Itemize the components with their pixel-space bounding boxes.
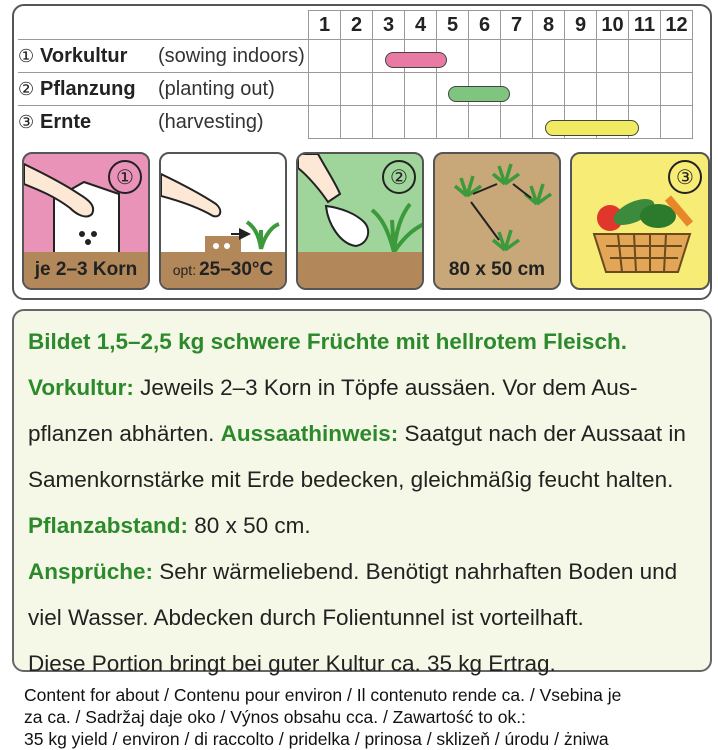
month-3: 3 [373, 11, 405, 40]
aussaat-line-2: Samenkornstärke mit Erde bedecken, gleichmäßig feucht halten. [28, 467, 674, 492]
cell [565, 73, 597, 106]
month-4: 4 [405, 11, 437, 40]
cell [309, 40, 341, 73]
row-label-de: Vorkultur [40, 44, 128, 67]
harvest-panel [570, 152, 710, 290]
month-1: 1 [309, 11, 341, 40]
step-1-badge: ① [108, 160, 142, 194]
cell [629, 40, 661, 73]
yield-footer [24, 684, 714, 750]
month-7: 7 [501, 11, 533, 40]
calendar-month-header [18, 11, 693, 40]
panel-caption: 80 x 50 cm [435, 252, 559, 288]
cell [597, 40, 629, 73]
panel-caption: je 2–3 Korn [24, 252, 148, 288]
panel-caption [161, 252, 285, 288]
cell [661, 40, 693, 73]
spacing-panel [433, 152, 561, 290]
row-label [18, 40, 309, 73]
cell [405, 106, 437, 139]
caption-prefix: opt: [172, 262, 197, 278]
vorkultur-period-bar [385, 52, 447, 68]
step-number: ② [18, 78, 35, 99]
portion-line: Diese Portion bringt bei guter Kultur ca. 35 kg Ertrag. [28, 651, 556, 676]
cell [373, 73, 405, 106]
cell [437, 106, 469, 139]
seedling-transfer-icon [161, 154, 287, 256]
step-2-badge: ② [382, 160, 416, 194]
cell [341, 106, 373, 139]
vorkultur-line-2: pflanzen abhärten. Aussaathinweis: Saatgut nach der Aussaat in [28, 421, 686, 446]
month-10: 10 [597, 11, 629, 40]
calendar-row-vorkultur [18, 40, 693, 73]
vorkultur-text: Jeweils 2–3 Korn in Töpfe aussäen. Vor dem Aus- [140, 375, 638, 400]
cell [309, 73, 341, 106]
month-9: 9 [565, 11, 597, 40]
cell [501, 106, 533, 139]
cell [469, 40, 501, 73]
cultivation-info-box [12, 309, 712, 676]
calendar-row-pflanzung [18, 73, 693, 106]
cell [597, 73, 629, 106]
pflanzung-period-bar [448, 86, 510, 102]
row-label-de: Ernte [40, 110, 92, 133]
panel-caption [298, 252, 422, 288]
row-label-en: (sowing indoors) [158, 44, 305, 67]
cell [661, 73, 693, 106]
cell [533, 40, 565, 73]
month-5: 5 [437, 11, 469, 40]
ernte-period-bar [545, 120, 639, 136]
cell [533, 73, 565, 106]
aussaat-label: Aussaathinweis: [220, 421, 399, 446]
footer-line: Content for about / Contenu pour environ / Il contenuto rende ca. / Vsebina je [24, 685, 622, 705]
step-number: ① [18, 45, 35, 66]
cell [565, 40, 597, 73]
row-label [18, 106, 309, 139]
planting-out-panel [296, 152, 424, 290]
cell [501, 40, 533, 73]
row-label-en: (planting out) [158, 77, 275, 100]
abstand-line: Pflanzabstand: 80 x 50 cm. [28, 513, 311, 538]
anspruch-line-1: Ansprüche: Sehr wärmeliebend. Benötigt nahrhaften Boden und [28, 559, 678, 584]
cell [661, 106, 693, 139]
footer-line: 35 kg yield / environ / di raccolto / pridelka / prinosa / sklizeň / úrodu / żniwa [24, 729, 609, 749]
month-8: 8 [533, 11, 565, 40]
sowing-indoors-panel [22, 152, 150, 290]
footer-line: za ca. / Sadržaj daje oko / Výnos obsahu cca. / Zawartość to ok.: [24, 707, 526, 727]
cell [405, 73, 437, 106]
month-6: 6 [469, 11, 501, 40]
cell [341, 73, 373, 106]
abstand-label: Pflanzabstand: [28, 513, 189, 538]
plant-spacing-icon [435, 154, 561, 256]
step-number: ③ [18, 111, 35, 132]
caption-value: 25–30°C [199, 259, 274, 280]
month-12: 12 [661, 11, 693, 40]
anspruch-line-2: viel Wasser. Abdecken durch Folientunnel ist vorteilhaft. [28, 605, 584, 630]
anspruch-label: Ansprüche: [28, 559, 154, 584]
cell [373, 106, 405, 139]
month-11: 11 [629, 11, 661, 40]
month-2: 2 [341, 11, 373, 40]
headline: Bildet 1,5–2,5 kg schwere Früchte mit hellrotem Fleisch. [28, 329, 627, 354]
row-label-en: (harvesting) [158, 110, 264, 133]
cell [341, 40, 373, 73]
cell [309, 106, 341, 139]
temperature-panel [159, 152, 287, 290]
step-3-badge: ③ [668, 160, 702, 194]
vorkultur-label: Vorkultur: [28, 375, 134, 400]
calendar-corner [18, 11, 309, 40]
cell [629, 73, 661, 106]
cell [469, 106, 501, 139]
vorkultur-line-1 [28, 365, 698, 411]
row-label-de: Pflanzung [40, 77, 136, 100]
row-label [18, 73, 309, 106]
